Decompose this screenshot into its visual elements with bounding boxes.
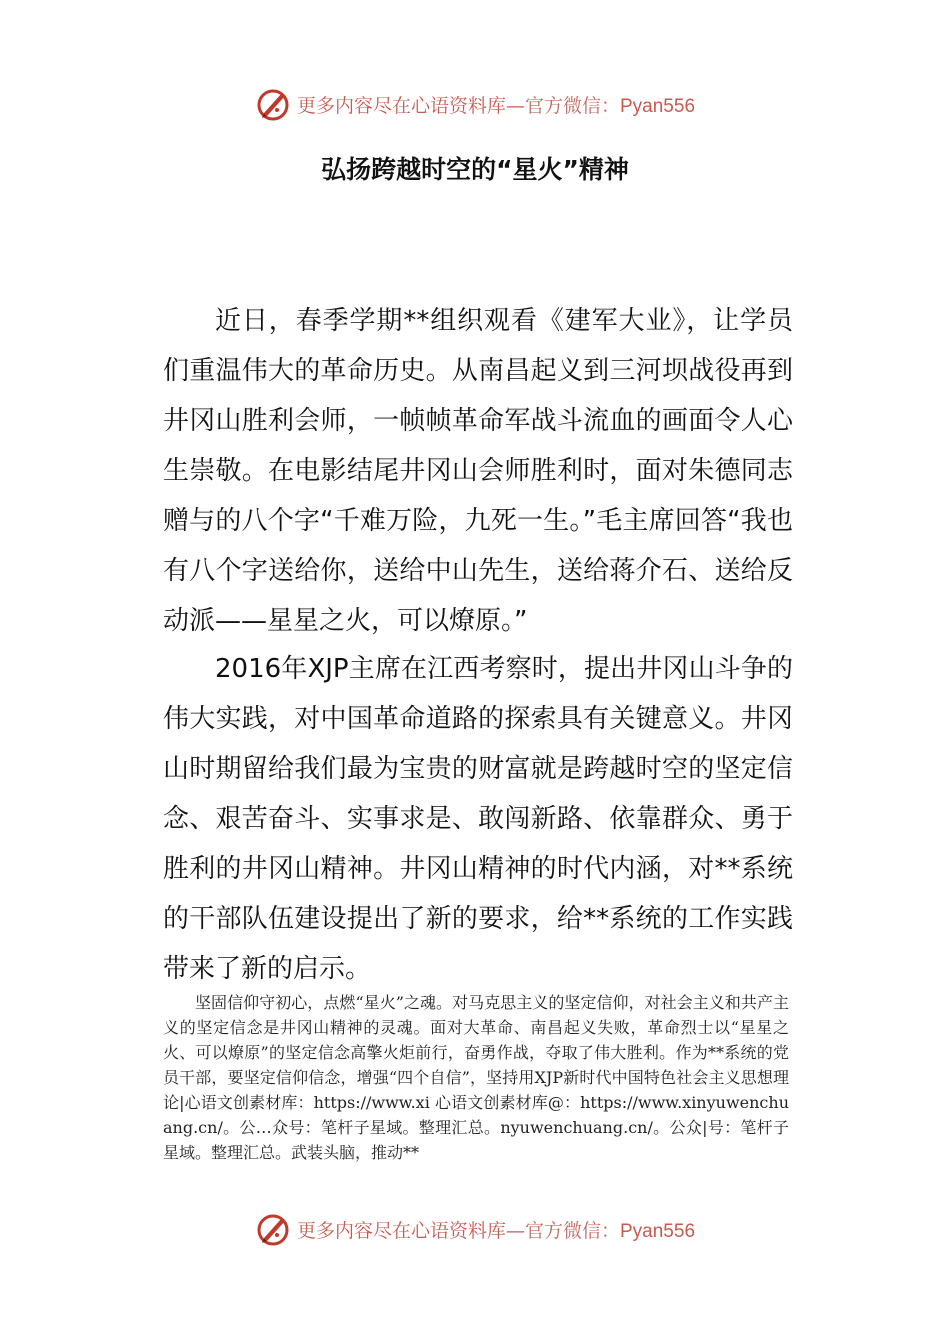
banner-wechat-label: 官方微信：: [524, 1219, 620, 1242]
document-title: 弘扬跨越时空的“星火”精神: [321, 155, 629, 184]
banner-wechat-id: Pyan556: [620, 95, 696, 117]
banner-dash: —: [505, 94, 525, 117]
small-paragraph: 坚固信仰守初心，点燃“星火”之魂。对马克思主义的坚定信仰，对社会主义和共产主义的坚定信念是井冈山精神的灵魂。面对大革命、南昌起义失败，革命烈士以“星星之火、可以燎原”的坚定信念高擎火炬前行，奋勇作战，夺取了伟大胜利。作为**系统的党员干部，要坚定信仰信念，增强“四个自信”，坚持用XJP新时代中国特色社会主义思想理论|心语文创素材库：https://www.xi 心语文创素材库@：https://www.xinyuwenchuang.cn/。公…众号：笔杆子星域。整理汇总。nyuwenchuang.cn/。公众|号：笔杆子星域。整理汇总。武装头脑，推动**: [163, 993, 789, 1162]
pen-logo-icon: [255, 86, 291, 122]
banner-wechat-label: 官方微信：: [524, 94, 620, 117]
banner-main-text: 更多内容尽在心语资料库: [296, 1219, 506, 1242]
footer-banner: [0, 1207, 950, 1251]
body-paragraph-2: 2016年XJP主席在江西考察时，提出井冈山斗争的伟大实践，对中国革命道路的探索具有关键意义。井冈山时期留给我们最为宝贵的财富就是跨越时空的坚定信念、艰苦奋斗、实事求是、敢闯新路、依靠群众、勇于胜利的井冈山精神。井冈山精神的时代内涵，对**系统的干部队伍建设提出了新的要求，给**系统的工作实践带来了新的启示。: [163, 654, 793, 984]
pen-logo-icon: [255, 1211, 291, 1247]
banner-dash: —: [505, 1219, 525, 1242]
header-banner: [0, 82, 950, 126]
banner-wechat-id: Pyan556: [620, 1220, 696, 1242]
body-paragraph-1: 近日，春季学期**组织观看《建军大业》，让学员们重温伟大的革命历史。从南昌起义到三河坝战役再到井冈山胜利会师，一帧帧革命军战斗流血的画面令人心生崇敬。在电影结尾井冈山会师胜利时，面对朱德同志赠与的八个字“千难万险，九死一生。”毛主席回答“我也有八个字送给你，送给中山先生，送给蒋介石、送给反动派——星星之火，可以燎原。”: [163, 306, 793, 636]
banner-main-text: 更多内容尽在心语资料库: [296, 94, 506, 117]
